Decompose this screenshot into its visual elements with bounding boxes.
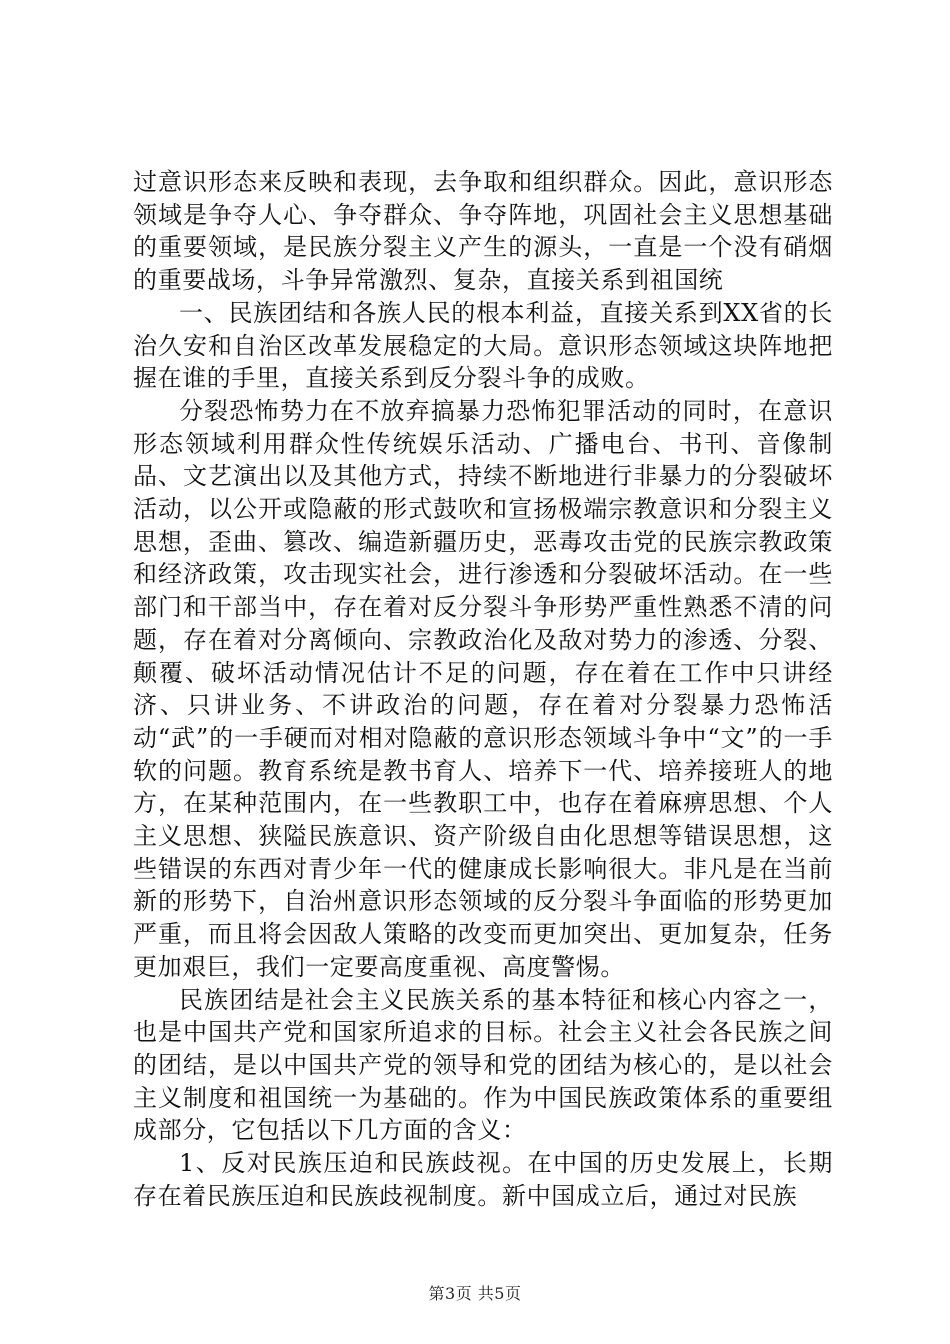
paragraph-2: 一、民族团结和各族人民的根本利益，直接关系到XX省的长治久安和自治区改革发展稳定的大局。意识形态领域这块阵地把握在谁的手里，直接关系到反分裂斗争的成败。 xyxy=(133,298,833,393)
paragraph-5: 1、反对民族压迫和民族歧视。在中国的历史发展上，长期存在着民族压迫和民族歧视制度。新中国成立后，通过对民族 xyxy=(133,1149,833,1210)
paragraph-1: 过意识形态来反映和表现，去争取和组织群众。因此，意识形态领域是争夺人心、争夺群众、争夺阵地，巩固社会主义思想基础的重要领域，是民族分裂主义产生的源头，一直是一个没有硝烟的重要战场，斗争异常激烈、复杂，直接关系到祖国统 xyxy=(133,168,833,295)
page-number-footer: 第3页 共5页 xyxy=(428,1284,522,1303)
document-body xyxy=(133,166,833,1213)
paragraph-4: 民族团结是社会主义民族关系的基本特征和核心内容之一，也是中国共产党和国家所追求的目标。社会主义社会各民族之间的团结，是以中国共产党的领导和党的团结为核心的，是以社会主义制度和祖国统一为基础的。作为中国民族政策体系的重要组成部分，它包括以下几方面的含义： xyxy=(133,985,833,1145)
paragraph-3: 分裂恐怖势力在不放弃搞暴力恐怖犯罪活动的同时，在意识形态领域利用群众性传统娱乐活动、广播电台、书刊、音像制品、文艺演出以及其他方式，持续不断地进行非暴力的分裂破坏活动，以公开或隐蔽的形式鼓吹和宣扬极端宗教意识和分裂主义思想，歪曲、篡改、编造新疆历史，恶毒攻击党的民族宗教政策和经济政策，攻击现实社会，进行渗透和分裂破坏活动。在一些部门和干部当中，存在着对反分裂斗争形势严重性熟悉不清的问题，存在着对分离倾向、宗教政治化及敌对势力的渗透、分裂、颠覆、破坏活动情况估计不足的问题，存在着在工作中只讲经济、只讲业务、不讲政治的问题，存在着对分裂暴力恐怖活动“武”的一手硬而对相对隐蔽的意识形态领域斗争中“文”的一手软的问题。教育系统是教书育人、培养下一代、培养接班人的地方，在某种范围内，在一些教职工中，也存在着麻痹思想、个人主义思想、狭隘民族意识、资产阶级自由化思想等错误思想，这些错误的东西对青少年一代的健康成长影响很大。非凡是在当前新的形势下，自治州意识形态领域的反分裂斗争面临的形势更加严重，而且将会因敌人策略的改变而更加突出、更加复杂，任务更加艰巨，我们一定要高度重视、高度警惕。 xyxy=(133,396,833,981)
